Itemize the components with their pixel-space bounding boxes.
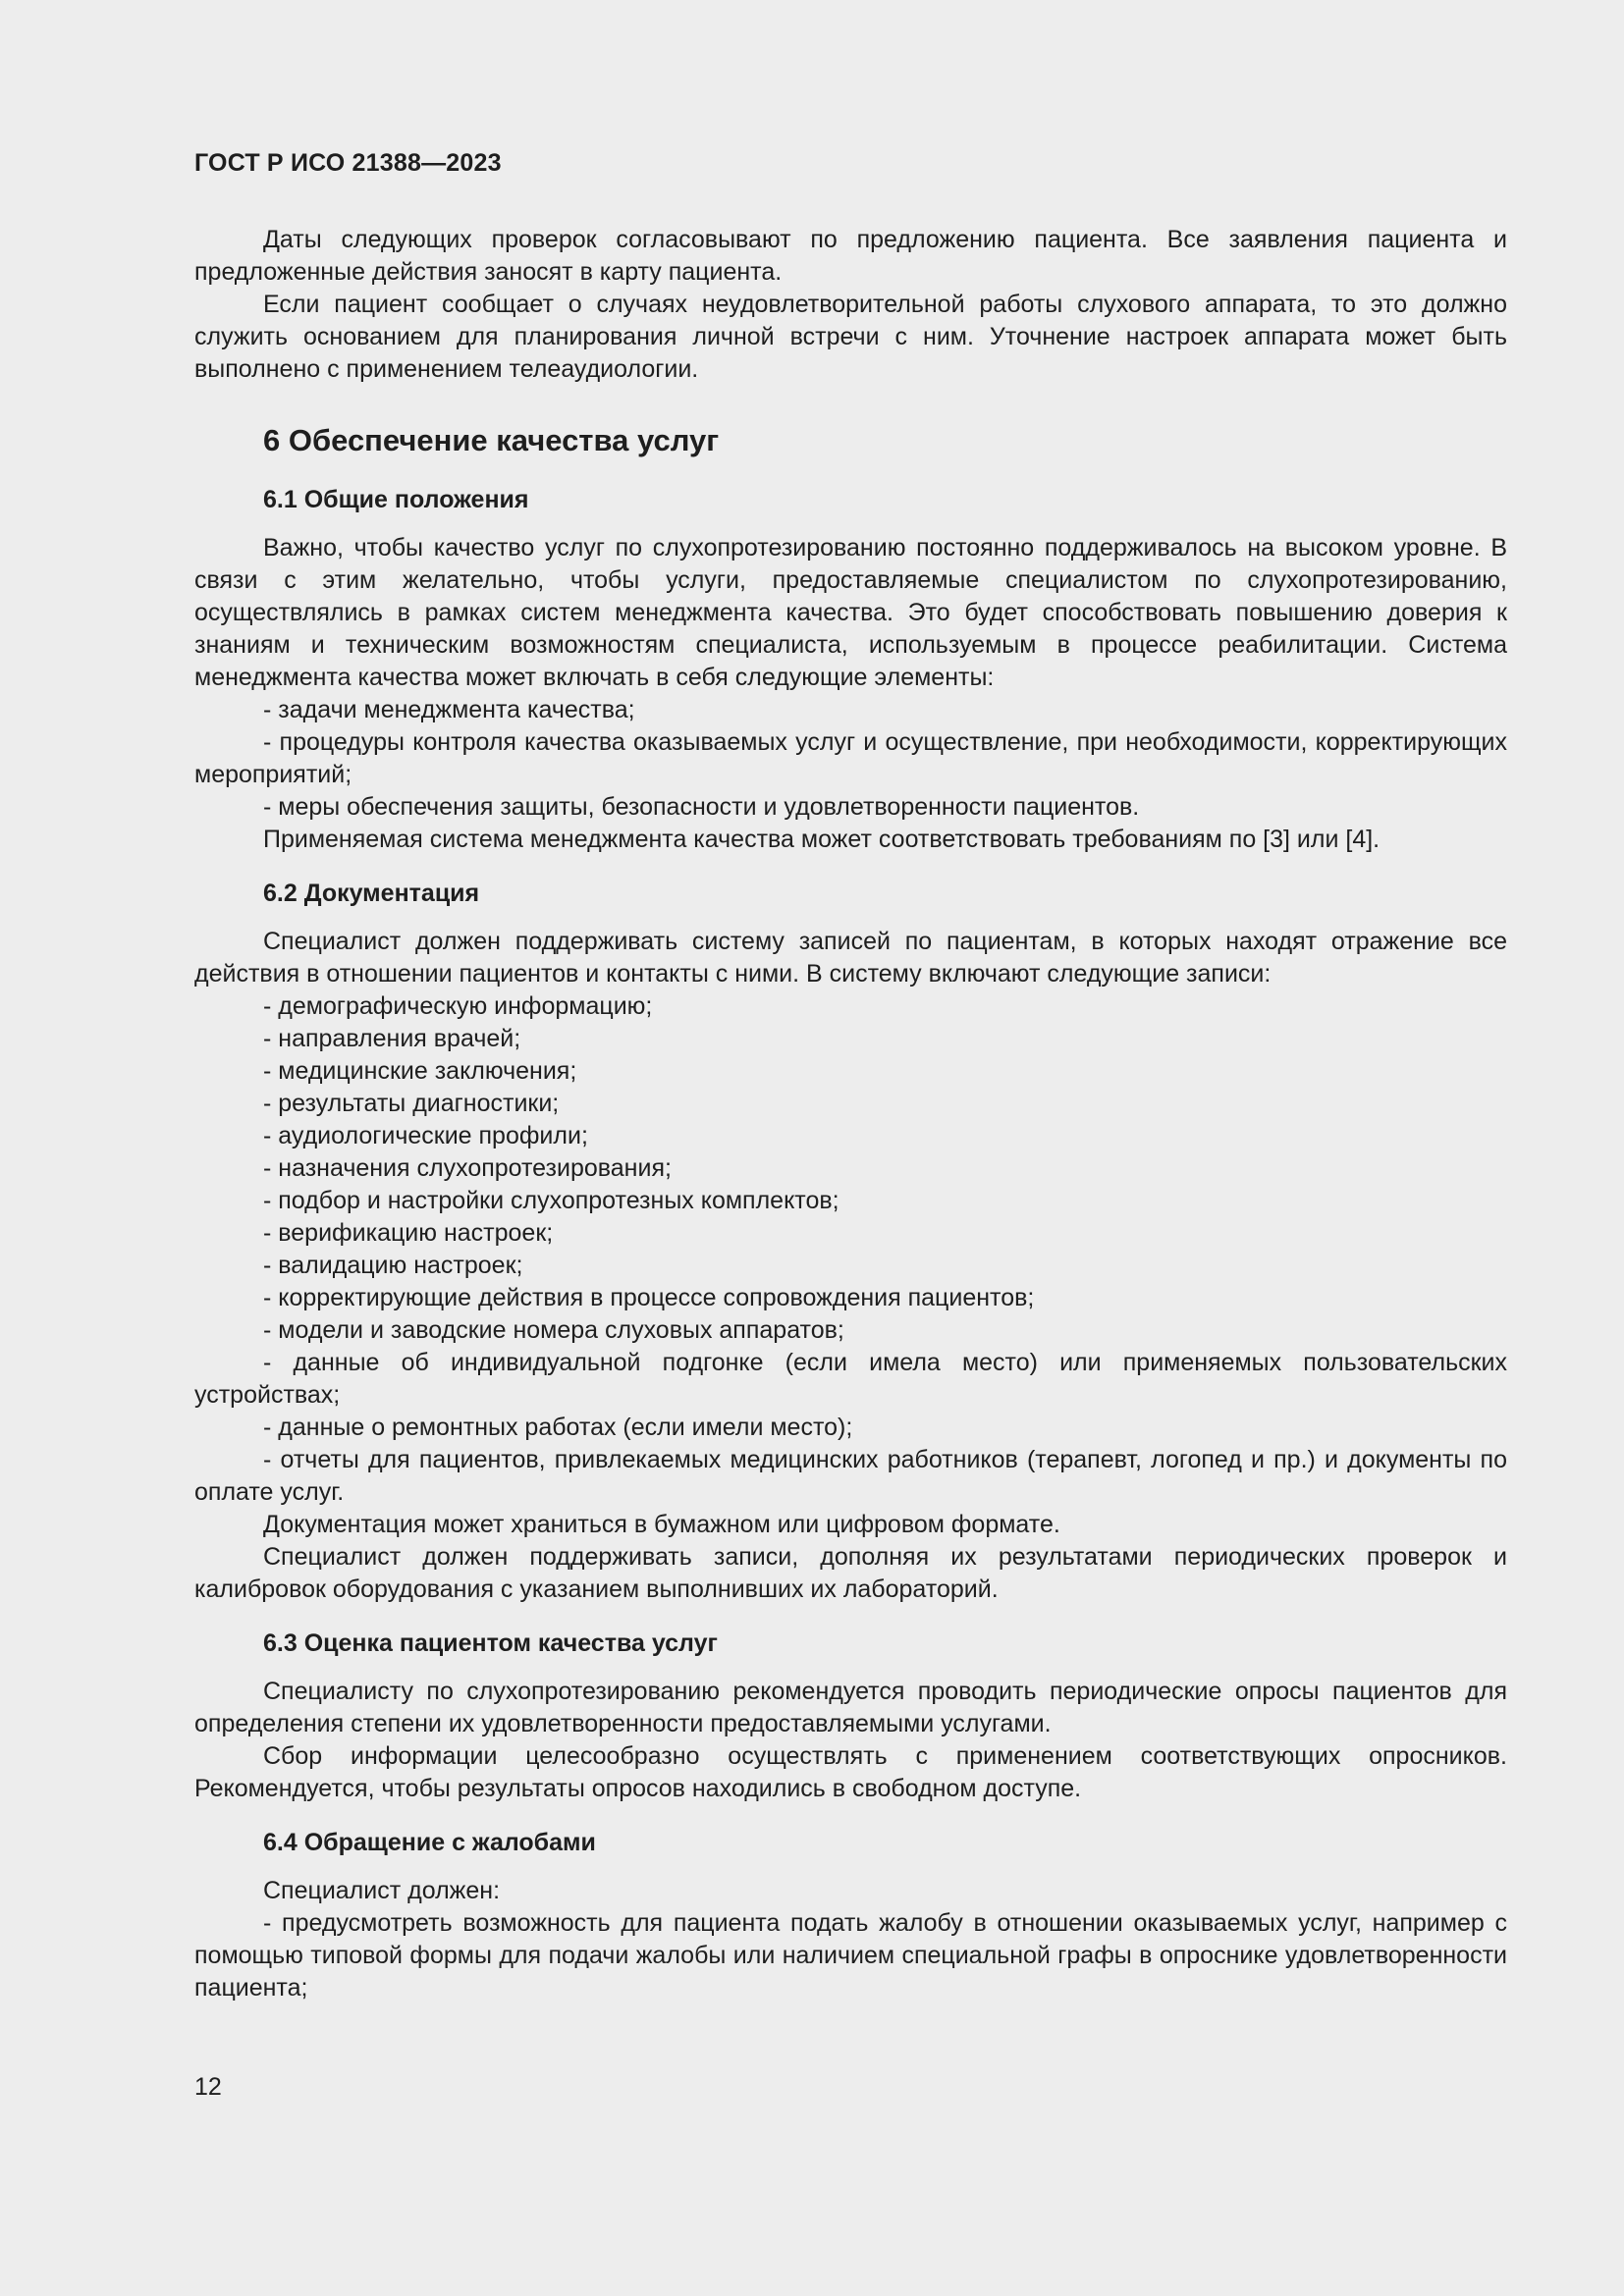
subsection-heading: 6.1 Общие положения — [263, 486, 529, 513]
list-item: - верификацию настроек; — [263, 1219, 554, 1247]
list-item: - задачи менеджмента качества; — [263, 696, 635, 723]
paragraph: Документация может храниться в бумажном или цифровом формате. — [263, 1511, 1060, 1538]
subsection-heading: 6.4 Обращение с жалобами — [263, 1829, 596, 1856]
list-item: - данные об индивидуальной подгонке (если имела место) или применяемых пользовательских устройствах; — [194, 1349, 1507, 1409]
list-item: - валидацию настроек; — [263, 1252, 523, 1279]
list-item: - направления врачей; — [263, 1025, 521, 1052]
list-item: - результаты диагностики; — [263, 1090, 560, 1117]
paragraph: Если пациент сообщает о случаях неудовлетворительной работы слухового аппарата, то это должно служить основанием для планирования личной встречи с ним. Уточнение настроек аппарата может быть выполнено с применением телеаудиологии. — [194, 291, 1507, 383]
list-item: - назначения слухопротезирования; — [263, 1154, 672, 1182]
paragraph: Специалист должен: — [263, 1877, 501, 1904]
paragraph: Сбор информации целесообразно осуществлять с применением соответствующих опросников. Рекомендуется, чтобы результаты опросов находились в свободном доступе. — [194, 1742, 1507, 1802]
paragraph: Даты следующих проверок согласовывают по предложению пациента. Все заявления пациента и предложенные действия заносят в карту пациента. — [194, 226, 1507, 286]
list-item: - подбор и настройки слухопротезных комплектов; — [263, 1187, 839, 1214]
paragraph: Специалисту по слухопротезированию рекомендуется проводить периодические опросы пациентов для определения степени их удовлетворенности предоставляемыми услугами. — [194, 1678, 1507, 1737]
list-item: - медицинские заключения; — [263, 1057, 577, 1085]
section-heading: 6 Обеспечение качества услуг — [263, 423, 720, 457]
paragraph: Важно, чтобы качество услуг по слухопротезированию постоянно поддерживалось на высоком уровне. В связи с этим желательно, чтобы услуги, предоставляемые специалистом по слухопротезированию, осуществлялись в рамках систем менеджмента качества. Это будет способствовать повышению доверия к знаниям и техническим возможностям специалиста, используемым в процессе реабилитации. Система менеджмента качества может включать в себя следующие элементы: — [194, 534, 1507, 691]
list-item: - предусмотреть возможность для пациента подать жалобу в отношении оказываемых услуг, например с помощью типовой формы для подачи жалобы или наличием специальной графы в опроснике удовлетворенности пациента; — [194, 1909, 1507, 2002]
list-item: - модели и заводские номера слуховых аппаратов; — [263, 1316, 844, 1344]
document-body — [194, 224, 1507, 2004]
list-item: - отчеты для пациентов, привлекаемых медицинских работников (терапевт, логопед и пр.) и документы по оплате услуг. — [194, 1446, 1507, 1506]
subsection-heading: 6.2 Документация — [263, 880, 480, 907]
page-number: 12 — [194, 2073, 222, 2101]
list-item: - данные о ремонтных работах (если имели место); — [263, 1414, 853, 1441]
list-item: - демографическую информацию; — [263, 992, 653, 1020]
document-header: ГОСТ Р ИСО 21388—2023 — [194, 149, 502, 177]
paragraph: Специалист должен поддерживать записи, дополняя их результатами периодических проверок и калибровок оборудования с указанием выполнивших их лабораторий. — [194, 1543, 1507, 1603]
subsection-heading: 6.3 Оценка пациентом качества услуг — [263, 1629, 718, 1657]
list-item: - процедуры контроля качества оказываемых услуг и осуществление, при необходимости, корректирующих мероприятий; — [194, 728, 1507, 788]
paragraph: Применяемая система менеджмента качества может соответствовать требованиям по [3] или [4]. — [263, 826, 1380, 853]
list-item: - корректирующие действия в процессе сопровождения пациентов; — [263, 1284, 1035, 1311]
paragraph: Специалист должен поддерживать систему записей по пациентам, в которых находят отражение все действия в отношении пациентов и контакты с ними. В систему включают следующие записи: — [194, 928, 1507, 988]
list-item: - меры обеспечения защиты, безопасности и удовлетворенности пациентов. — [263, 793, 1140, 821]
list-item: - аудиологические профили; — [263, 1122, 588, 1149]
